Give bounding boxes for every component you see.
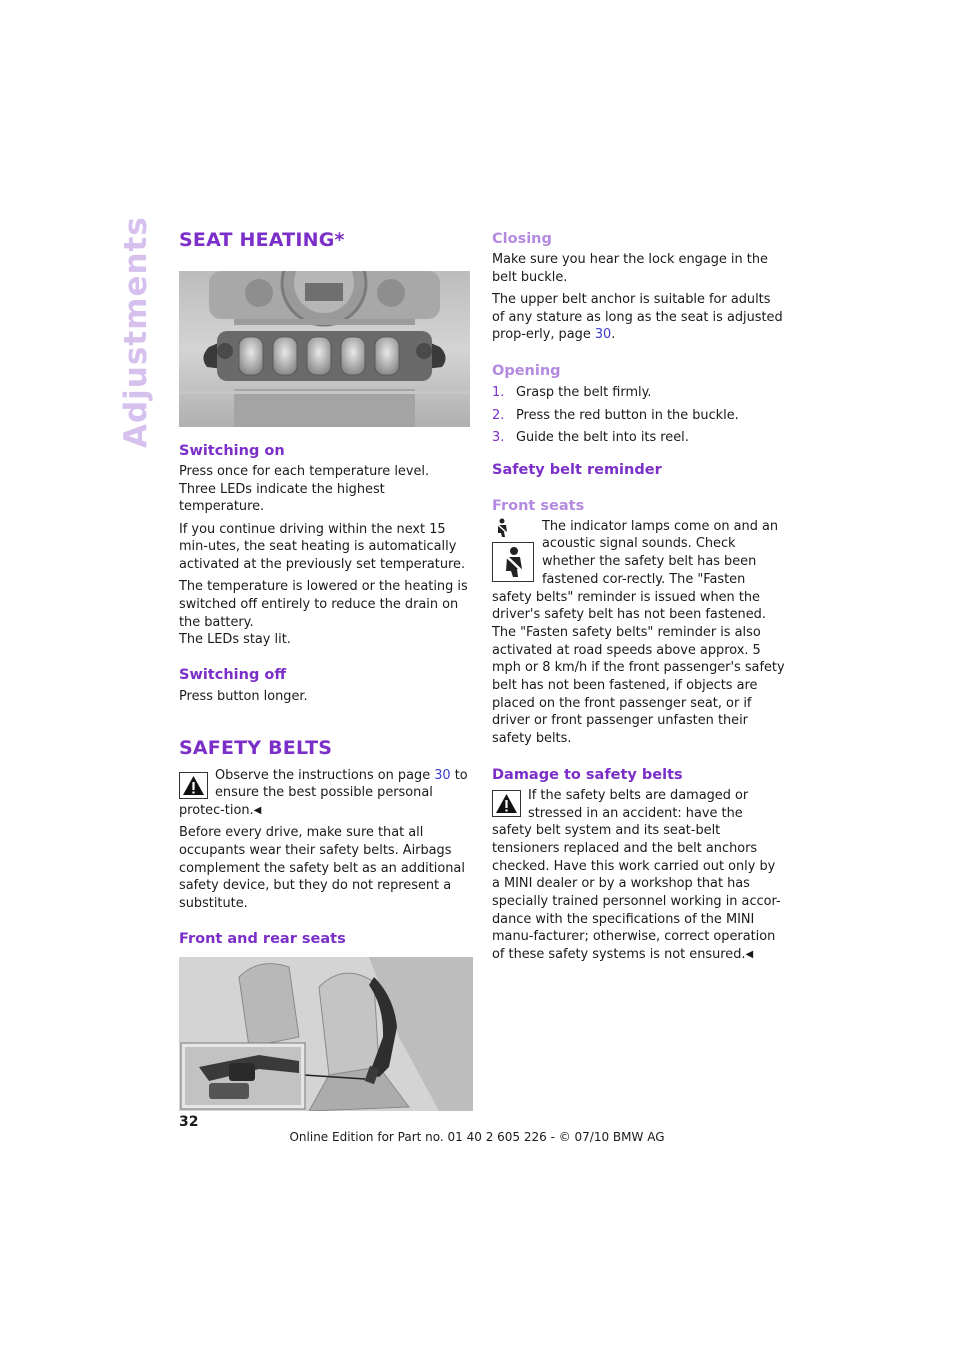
damage-heading: Damage to safety belts <box>492 766 683 783</box>
switching-on-text-3a: The temperature is lowered or the heating is switched off entirely to reduce the drain on the battery. <box>179 579 468 630</box>
switching-on-text-2: If you continue driving within the next 15 min-utes, the seat heating is automatically activated at the previously set temperature. <box>179 521 466 573</box>
list-item: 3. Guide the belt into its reel. <box>492 430 689 446</box>
front-seats-heading: Front seats <box>492 497 585 514</box>
safety-belt-reminder-heading: Safety belt reminder <box>492 461 662 478</box>
switching-on-text-3b: The LEDs stay lit. <box>179 632 291 648</box>
end-mark-icon: ◀ <box>253 805 262 817</box>
seat-heating-image <box>179 271 470 427</box>
closing-text-2a: The upper belt anchor is suitable for adults of any stature as long as the seat is adjusted prop-erly, page <box>492 291 783 343</box>
closing-page-link[interactable]: 30 <box>594 327 612 343</box>
closing-text-1: Make sure you hear the lock engage in the belt buckle. <box>492 252 768 285</box>
safety-belts-intro: Before every drive, make sure that all occupants wear their safety belts. Airbags complement the safety belt as an additional safety device, but they do not represent a substitute. <box>179 825 465 912</box>
switching-off-text: Press button longer. <box>179 689 308 705</box>
seat-belt-illustration <box>179 957 473 1111</box>
warning-page-link[interactable]: 30 <box>434 767 451 783</box>
right-column <box>492 226 785 964</box>
opening-steps <box>492 384 785 447</box>
page-number: 32 <box>179 1114 199 1130</box>
seatbelt-small-icon <box>494 518 510 538</box>
section-side-tab <box>118 216 154 448</box>
reminder-block <box>492 518 785 748</box>
closing-heading: Closing <box>492 231 552 247</box>
seatbelt-indicator-icon <box>492 542 534 582</box>
safety-belts-warning <box>179 767 471 820</box>
side-tab-label: Adjustments <box>118 216 154 448</box>
closing-text-2b: . <box>611 327 616 343</box>
damage-text: If the safety belts are damaged or stressed in an accident: have the safety belt system and its seat-belt tensioners replaced and the belt anchors checked. Have this work carried out only by a MINI dealer or by a workshop that has specially trained personnel working in accor-dance with the specifications of the MINI manu-facturer; otherwise, correct operation of these safety systems is not ensured. <box>492 787 781 963</box>
list-item: 2. Press the red button in the buckle. <box>492 407 739 423</box>
warning-icon <box>179 772 208 799</box>
front-seats-text: The indicator lamps come on and an acoustic signal sounds. Check whether the safety belt has been fastened cor-rectly. The "Fasten safety belts" reminder is issued when the driver's safety belt has not been fastened. The "Fasten safety belts" reminder is also activated at road speeds above approx. 5 mph or 8 km/h if the front passenger's safety belt has not been fastened, if objects are placed on the front passenger seat, or if driver or front passenger unfasten their safety belts. <box>492 518 785 747</box>
damage-warning <box>492 787 785 964</box>
end-mark-icon: ◀ <box>745 949 754 961</box>
seat-heating-title: SEAT HEATING* <box>179 229 345 251</box>
switching-off-heading: Switching off <box>179 667 287 684</box>
warning-text-a: Observe the instructions on page <box>215 767 435 783</box>
left-column <box>179 226 471 1111</box>
switching-on-text-1b: Three LEDs indicate the highest temperature. <box>179 481 385 515</box>
seat-heating-console-illustration <box>179 271 470 427</box>
warning-icon <box>492 790 521 817</box>
front-rear-seats-image <box>179 957 473 1111</box>
list-item: 1. Grasp the belt firmly. <box>492 385 652 401</box>
switching-on-heading: Switching on <box>179 443 285 459</box>
front-rear-seats-heading: Front and rear seats <box>179 930 346 947</box>
opening-heading: Opening <box>492 363 561 380</box>
edition-footer: Online Edition for Part no. 01 40 2 605 226 - © 07/10 BMW AG <box>289 1130 665 1144</box>
safety-belts-title: SAFETY BELTS <box>179 736 333 759</box>
warning-text-b: to ensure the best possible personal protec-tion. <box>179 767 468 819</box>
indicator-icons <box>492 518 536 588</box>
switching-on-text-1a: Press once for each temperature level. <box>179 464 430 479</box>
